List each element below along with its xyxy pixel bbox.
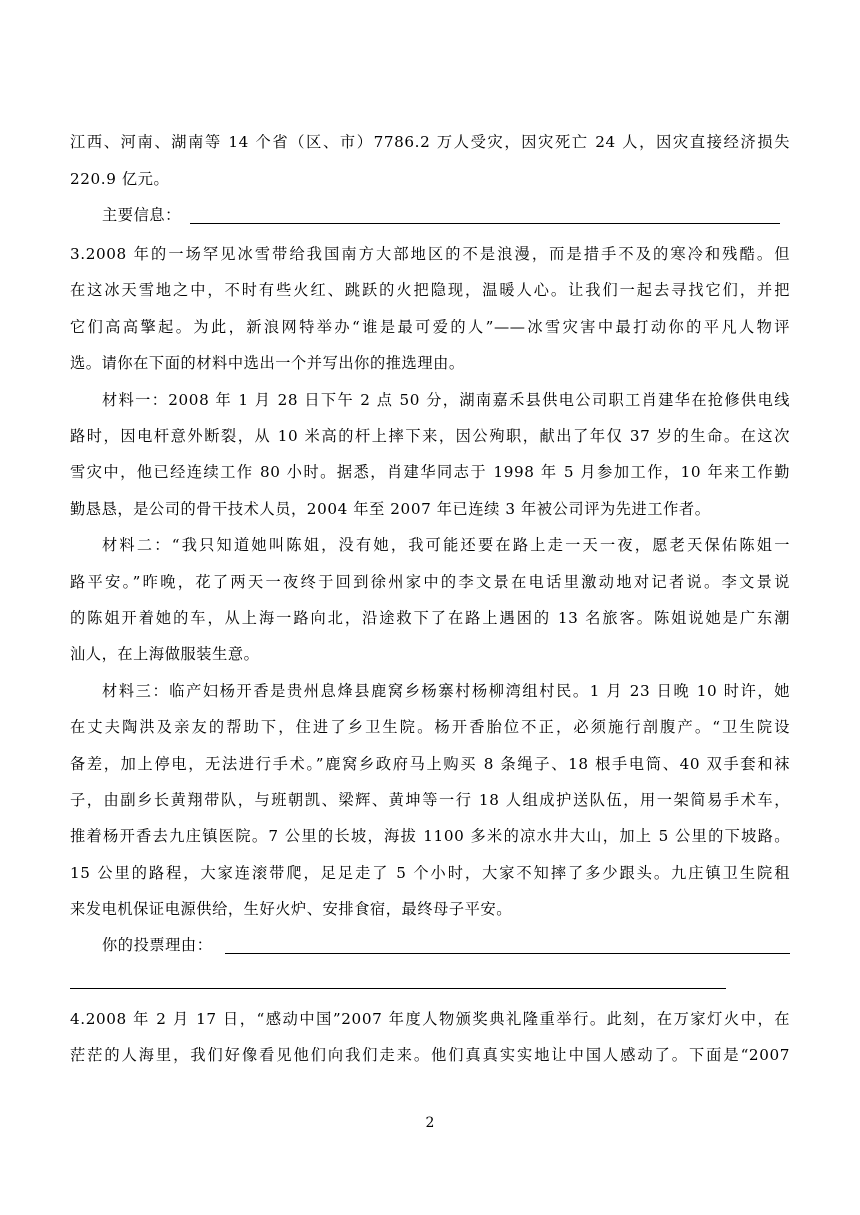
q3-intro-line: 3.2008 年的一场罕见冰雪带给我国南方大部地区的不是浪漫，而是措手不及的寒冷和残酷。但 (70, 245, 790, 263)
vote-reason-answer-line-2[interactable] (70, 988, 726, 989)
q3-intro-line: 它们高高擎起。为此，新浪网特举办“谁是最可爱的人”——冰雪灾害中最打动你的平凡人物评 (70, 318, 790, 336)
vote-reason-label: 你的投票理由： (102, 936, 213, 954)
material-1-line: 路时，因电杆意外断裂，从 10 米高的杆上摔下来，因公殉职，献出了年仅 37 岁的生命。在这次 (70, 427, 790, 445)
material-3-line: 子，由副乡长黄翔带队，与班朝凯、梁辉、黄坤等一行 18 人组成护送队伍，用一架简易手术车， (70, 791, 790, 809)
q3-intro-line: 在这冰天雪地之中，不时有些火红、跳跃的火把隐现，温暖人心。让我们一起去寻找它们，并把 (70, 281, 790, 299)
material-3-line: 备差，加上停电，无法进行手术。”鹿窝乡政府马上购买 8 条绳子、18 根手电筒、40 双手套和袜 (70, 755, 790, 773)
material-2-line: 材料二：“我只知道她叫陈姐，没有她，我可能还要在路上走一天一夜，愿老天保佑陈姐一 (102, 536, 790, 554)
main-info-answer-line[interactable] (190, 223, 780, 224)
q4-text-line: 茫茫的人海里，我们好像看见他们向我们走来。他们真真实实地让中国人感动了。下面是“2007 (70, 1046, 790, 1064)
q2-text-line: 220.9 亿元。 (70, 170, 170, 188)
material-3-line: 来发电机保证电源供给，生好火炉、安排食宿，最终母子平安。 (70, 900, 513, 918)
material-3-line: 材料三：临产妇杨开香是贵州息烽县鹿窝乡杨寨村杨柳湾组村民。1 月 23 日晚 10 时许，她 (102, 682, 790, 700)
material-3-line: 15 公里的路程，大家连滚带爬，足足走了 5 个小时，大家不知摔了多少跟头。九庄镇卫生院租 (70, 864, 790, 882)
main-info-label: 主要信息： (102, 206, 181, 224)
material-2-line: 的陈姐开着她的车，从上海一路向北，沿途救下了在路上遇困的 13 名旅客。陈姐说她是广东潮 (70, 609, 790, 627)
material-1-line: 勤恳恳，是公司的骨干技术人员，2004 年至 2007 年已连续 3 年被公司评为先进工作者。 (70, 500, 711, 518)
vote-reason-answer-line[interactable] (225, 953, 790, 954)
page-number: 2 (425, 1115, 435, 1131)
q3-intro-line: 选。请你在下面的材料中选出一个并写出你的推选理由。 (70, 354, 465, 372)
material-2-line: 汕人，在上海做服装生意。 (70, 645, 260, 663)
q2-text-line: 江西、河南、湖南等 14 个省（区、市）7786.2 万人受灾，因灾死亡 24 人，因灾直接经济损失 (70, 133, 790, 151)
material-3-line: 在丈夫陶洪及亲友的帮助下，住进了乡卫生院。杨开香胎位不正，必须施行剖腹产。“卫生院设 (70, 718, 790, 736)
material-1-line: 材料一：2008 年 1 月 28 日下午 2 点 50 分，湖南嘉禾县供电公司职工肖建华在抢修供电线 (102, 391, 790, 409)
q4-text-line: 4.2008 年 2 月 17 日，“感动中国”2007 年度人物颁奖典礼隆重举行。此刻，在万家灯火中，在 (70, 1010, 790, 1028)
material-2-line: 路平安。”昨晚，花了两天一夜终于回到徐州家中的李文景在电话里激动地对记者说。李文景说 (70, 573, 790, 591)
material-3-line: 推着杨开香去九庄镇医院。7 公里的长坡，海拔 1100 多米的凉水井大山，加上 5 公里的下坡路。 (70, 827, 790, 845)
material-1-line: 雪灾中，他已经连续工作 80 小时。据悉，肖建华同志于 1998 年 5 月参加工作，10 年来工作勤 (70, 463, 790, 481)
